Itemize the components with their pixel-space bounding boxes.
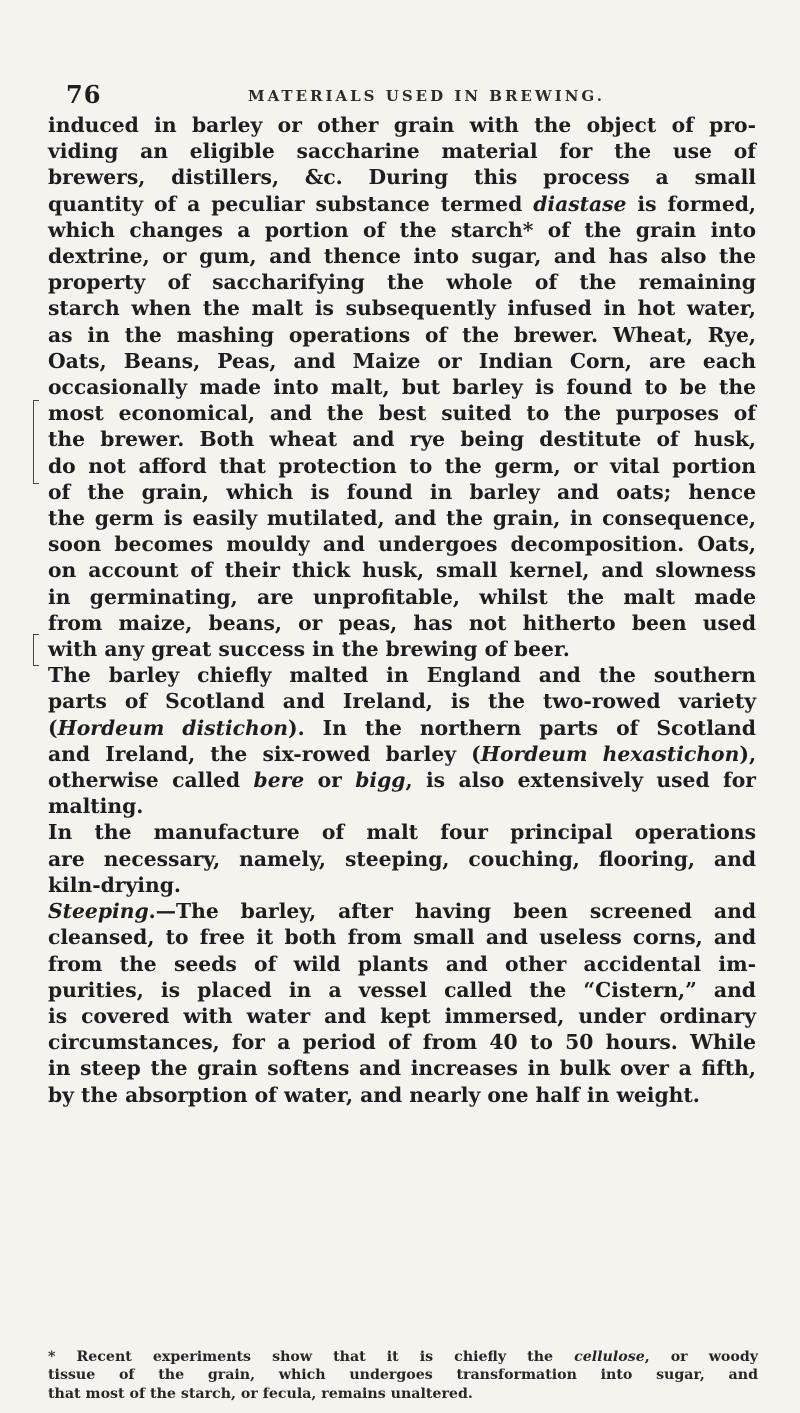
paragraph-4-line: purities, is placed in a vessel called the “Cistern,” and [48, 977, 756, 1002]
paragraph-4-line: Steeping.—The barley, after having been screened and [48, 899, 756, 924]
paragraph-1-line: with any great success in the brewing of beer. [48, 637, 570, 662]
paragraph-1-line: on account of their thick husk, small kernel, and slowness [48, 558, 756, 583]
paragraph-1-line: starch when the malt is subsequently infused in hot water, [48, 296, 756, 321]
paragraph-1-line: occasionally made into malt, but barley is found to be the [48, 375, 756, 400]
running-head [66, 80, 746, 110]
paragraph-1-line: quantity of a peculiar substance termed diastase is formed, [48, 191, 756, 216]
paragraph-1-line: dextrine, or gum, and thence into sugar, and has also the [48, 244, 756, 269]
paragraph-4-line: in steep the grain softens and increases in bulk over a fifth, [48, 1056, 756, 1081]
page-number: 76 [66, 80, 102, 109]
paragraph-4-line: circumstances, for a period of from 40 to 50 hours. While [48, 1030, 756, 1055]
paragraph-2-line: and Ireland, the six-rowed barley (Hordeum hexastichon), [48, 741, 757, 766]
paragraph-3 [48, 819, 756, 898]
paragraph-4-line: cleansed, to free it both from small and useless corns, and [48, 925, 756, 950]
paragraph-1-line: viding an eligible saccharine material for the use of [48, 139, 756, 164]
running-head-title: MATERIALS USED IN BREWING. [248, 87, 605, 105]
paragraph-1-line: of the grain, which is found in barley and oats; hence [48, 479, 756, 504]
paragraph-1 [48, 112, 756, 662]
paragraph-2 [48, 662, 756, 819]
paragraph-3-line: kiln-drying. [48, 872, 181, 897]
paragraph-1-line: Oats, Beans, Peas, and Maize or Indian Corn, are each [48, 348, 756, 373]
paragraph-2-line: malting. [48, 794, 144, 819]
footnote-line: * Recent experiments show that it is chiefly the cellulose, or woody [48, 1349, 759, 1365]
paragraph-1-line: the brewer. Both wheat and rye being destitute of husk, [48, 427, 756, 452]
paragraph-1-line: which changes a portion of the starch* of the grain into [48, 217, 756, 242]
paragraph-1-line: property of saccharifying the whole of the remaining [48, 270, 756, 295]
paragraph-1-line: most economical, and the best suited to the purposes of [48, 401, 756, 426]
paragraph-2-line: otherwise called bere or bigg, is also extensively used for [48, 768, 756, 793]
paragraph-3-line: are necessary, namely, steeping, couching, flooring, and [48, 846, 756, 871]
paragraph-4-line: from the seeds of wild plants and other accidental im- [48, 951, 756, 976]
paragraph-1-line: induced in barley or other grain with the object of pro- [48, 113, 756, 137]
paragraph-4 [48, 898, 756, 1108]
paragraph-1-line: from maize, beans, or peas, has not hitherto been used [48, 610, 756, 635]
margin-bracket-1 [33, 400, 39, 484]
margin-bracket-2 [33, 634, 39, 666]
footnote-line: tissue of the grain, which undergoes transformation into sugar, and [48, 1367, 758, 1384]
paragraph-1-line: in germinating, are unprofitable, whilst the malt made [48, 584, 756, 609]
paragraph-1-line: brewers, distillers, &c. During this process a small [48, 165, 756, 190]
paragraph-1-line: the germ is easily mutilated, and the grain, in consequence, [48, 506, 756, 531]
paragraph-4-line: by the absorption of water, and nearly one half in weight. [48, 1082, 700, 1107]
body-text [48, 112, 756, 1108]
footnote [48, 1348, 758, 1403]
paragraph-4-line: is covered with water and kept immersed, under ordinary [48, 1003, 756, 1028]
paragraph-1-line: as in the mashing operations of the brewer. Wheat, Rye, [48, 322, 756, 347]
paragraph-2-line: The barley chiefly malted in England and the southern [48, 663, 756, 688]
paragraph-1-line: soon becomes mouldy and undergoes decomposition. Oats, [48, 532, 756, 557]
paragraph-1-line: do not afford that protection to the germ, or vital portion [48, 453, 756, 478]
paragraph-2-line: parts of Scotland and Ireland, is the two-rowed variety [48, 689, 756, 714]
paragraph-3-line: In the manufacture of malt four principal operations [48, 820, 756, 845]
paragraph-2-line: (Hordeum distichon). In the northern parts of Scotland [48, 715, 756, 740]
footnote-line: that most of the starch, or fecula, remains unaltered. [48, 1385, 473, 1402]
